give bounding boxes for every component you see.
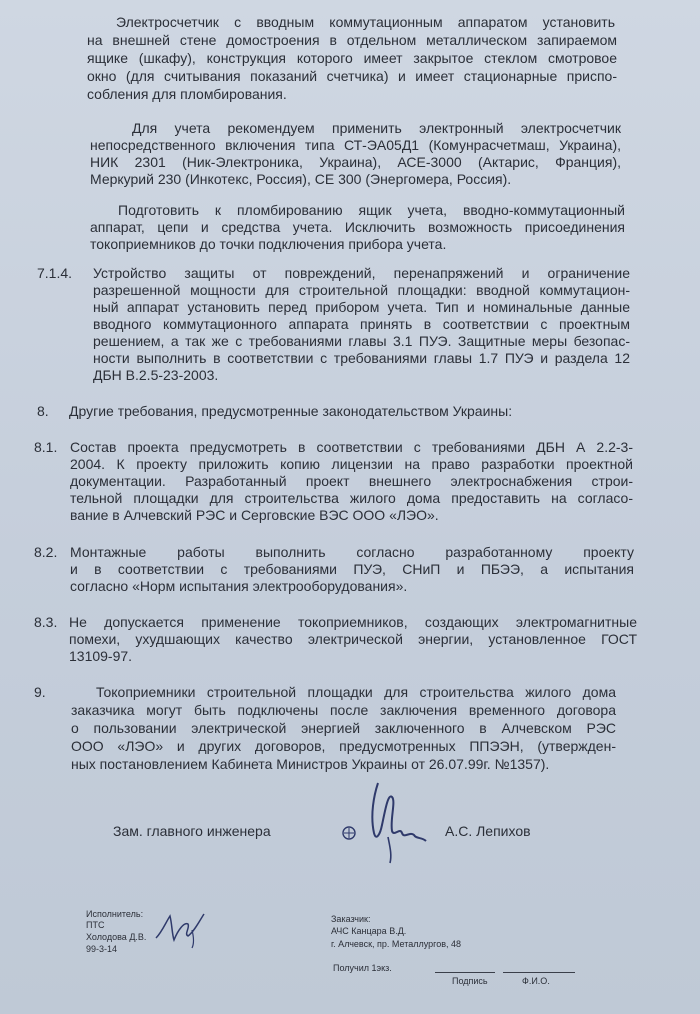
text-line: о пользовании электрической энергией заключенного в Алчевском РЭС — [71, 720, 616, 736]
executor-signature — [150, 908, 210, 950]
text-line: непосредственного включения типа СТ-ЭА05Д1 (Комунрасчетмаш, Украина), — [90, 137, 621, 153]
executor-name: Холодова Д.В. — [86, 932, 147, 942]
chief-engineer-signature — [330, 775, 440, 870]
text-line: решением, а так же с требованиями главы 3.1 ПУЭ. Защитные меры безопас- — [93, 333, 630, 349]
text-line: ящике (шкафу), конструкция которого имеет закрытое стеклом смотровое — [87, 50, 617, 66]
customer-name: АЧС Канцара В.Д. — [331, 926, 407, 936]
text-line: Другие требования, предусмотренные законодательством Украины: — [69, 403, 513, 419]
executor-phone: 99-3-14 — [86, 944, 118, 954]
text-line: Состав проекта предусмотреть в соответствии с требованиями ДБН А 2.2-3- — [70, 439, 633, 455]
text-line: помехи, ухудшающих качество электрической энергии, установленное ГОСТ — [69, 631, 637, 647]
text-line: вание в Алчевский РЭС и Серговские ВЭС ООО «ЛЭО». — [70, 507, 439, 523]
signatory-name: А.С. Лепихов — [445, 823, 531, 839]
text-line: токоприемников до точки подключения прибора учета. — [90, 236, 447, 252]
text-line: Для учета рекомендуем применить электронный электросчетчик — [132, 120, 621, 136]
text-line: ный аппарат установить перед прибором учета. Тип и номинальные данные — [93, 299, 630, 315]
signatory-position: Зам. главного инженера — [113, 823, 271, 839]
section-number: 8.1. — [34, 439, 58, 455]
executor-dept: ПТС — [86, 920, 105, 930]
section-number: 7.1.4. — [37, 265, 73, 281]
text-line: 2004. К проекту приложить копию лицензии на право разработки проектной — [70, 456, 633, 472]
section-number: 8. — [37, 403, 49, 419]
received-copies: Получил 1экз. — [333, 963, 392, 973]
text-line: 13109-97. — [69, 648, 133, 664]
text-line: собления для пломбирования. — [87, 86, 287, 102]
text-line: Не допускается применение токоприемников, создающих электромагнитные — [69, 614, 637, 630]
text-line: НИК 2301 (Ник-Электроника, Украина), АСЕ-3000 (Актарис, Франция), — [90, 154, 621, 170]
fio-caption: Ф.И.О. — [522, 976, 550, 986]
text-line: документации. Разработанный проект внешнего электроснабжения строи- — [70, 473, 633, 489]
text-line: аппарат, цепи и средства учета. Исключить возможность присоединения — [90, 219, 625, 235]
text-line: вводного коммутационного аппарата принять в соответствии с проектным — [93, 316, 630, 332]
section-number: 8.3. — [34, 614, 58, 630]
signature-line — [435, 972, 495, 973]
text-line: ДБН В.2.5-23-2003. — [93, 367, 219, 383]
text-line: на внешней стене домостроения в отдельном металлическом запираемом — [87, 32, 617, 48]
text-line: согласно «Норм испытания электрооборудования». — [70, 578, 408, 594]
text-line: Подготовить к пломбированию ящик учета, вводно-коммутационный — [118, 202, 625, 218]
section-number: 8.2. — [34, 544, 58, 560]
text-line: заказчика могут быть подключены после заключения временного договора — [71, 702, 616, 718]
text-line: разрешенной мощности для строительной площадки: вводной коммутацион- — [93, 282, 630, 298]
text-line: ности выполнить в соответствии с требованиями главы 1.7 ПУЭ и раздела 12 — [93, 350, 630, 366]
text-line: тельной площадки для строительства жилого дома предоставить на согласо- — [70, 490, 633, 506]
section-number: 9. — [34, 684, 46, 700]
text-line: Токоприемники строительной площадки для строительства жилого дома — [96, 684, 616, 700]
text-line: Меркурий 230 (Инкотекс, Россия), СЕ 300 (Энергомера, Россия). — [90, 171, 512, 187]
executor-label: Исполнитель: — [86, 909, 144, 919]
text-line: Монтажные работы выполнить согласно разработанному проекту — [70, 544, 634, 560]
text-line: Устройство защиты от повреждений, перенапряжений и ограничение — [93, 265, 630, 281]
text-line: Электросчетчик с вводным коммутационным аппаратом установить — [116, 14, 615, 30]
text-line: ных постановлением Кабинета Министров Украины от 26.07.99г. №1357). — [71, 756, 550, 772]
fio-line — [503, 972, 575, 973]
customer-label: Заказчик: — [331, 914, 371, 924]
text-line: окно (для считывания показаний счетчика) и имеет стационарные приспо- — [87, 68, 617, 84]
text-line: ООО «ЛЭО» и других договоров, предусмотренных ППЭЭН, (утвержден- — [71, 738, 616, 754]
signature-caption: Подпись — [452, 976, 488, 986]
text-line: и в соответствии с требованиями ПУЭ, СНиП и ПБЭЭ, а испытания — [70, 561, 634, 577]
customer-address: г. Алчевск, пр. Металлургов, 48 — [331, 939, 462, 949]
